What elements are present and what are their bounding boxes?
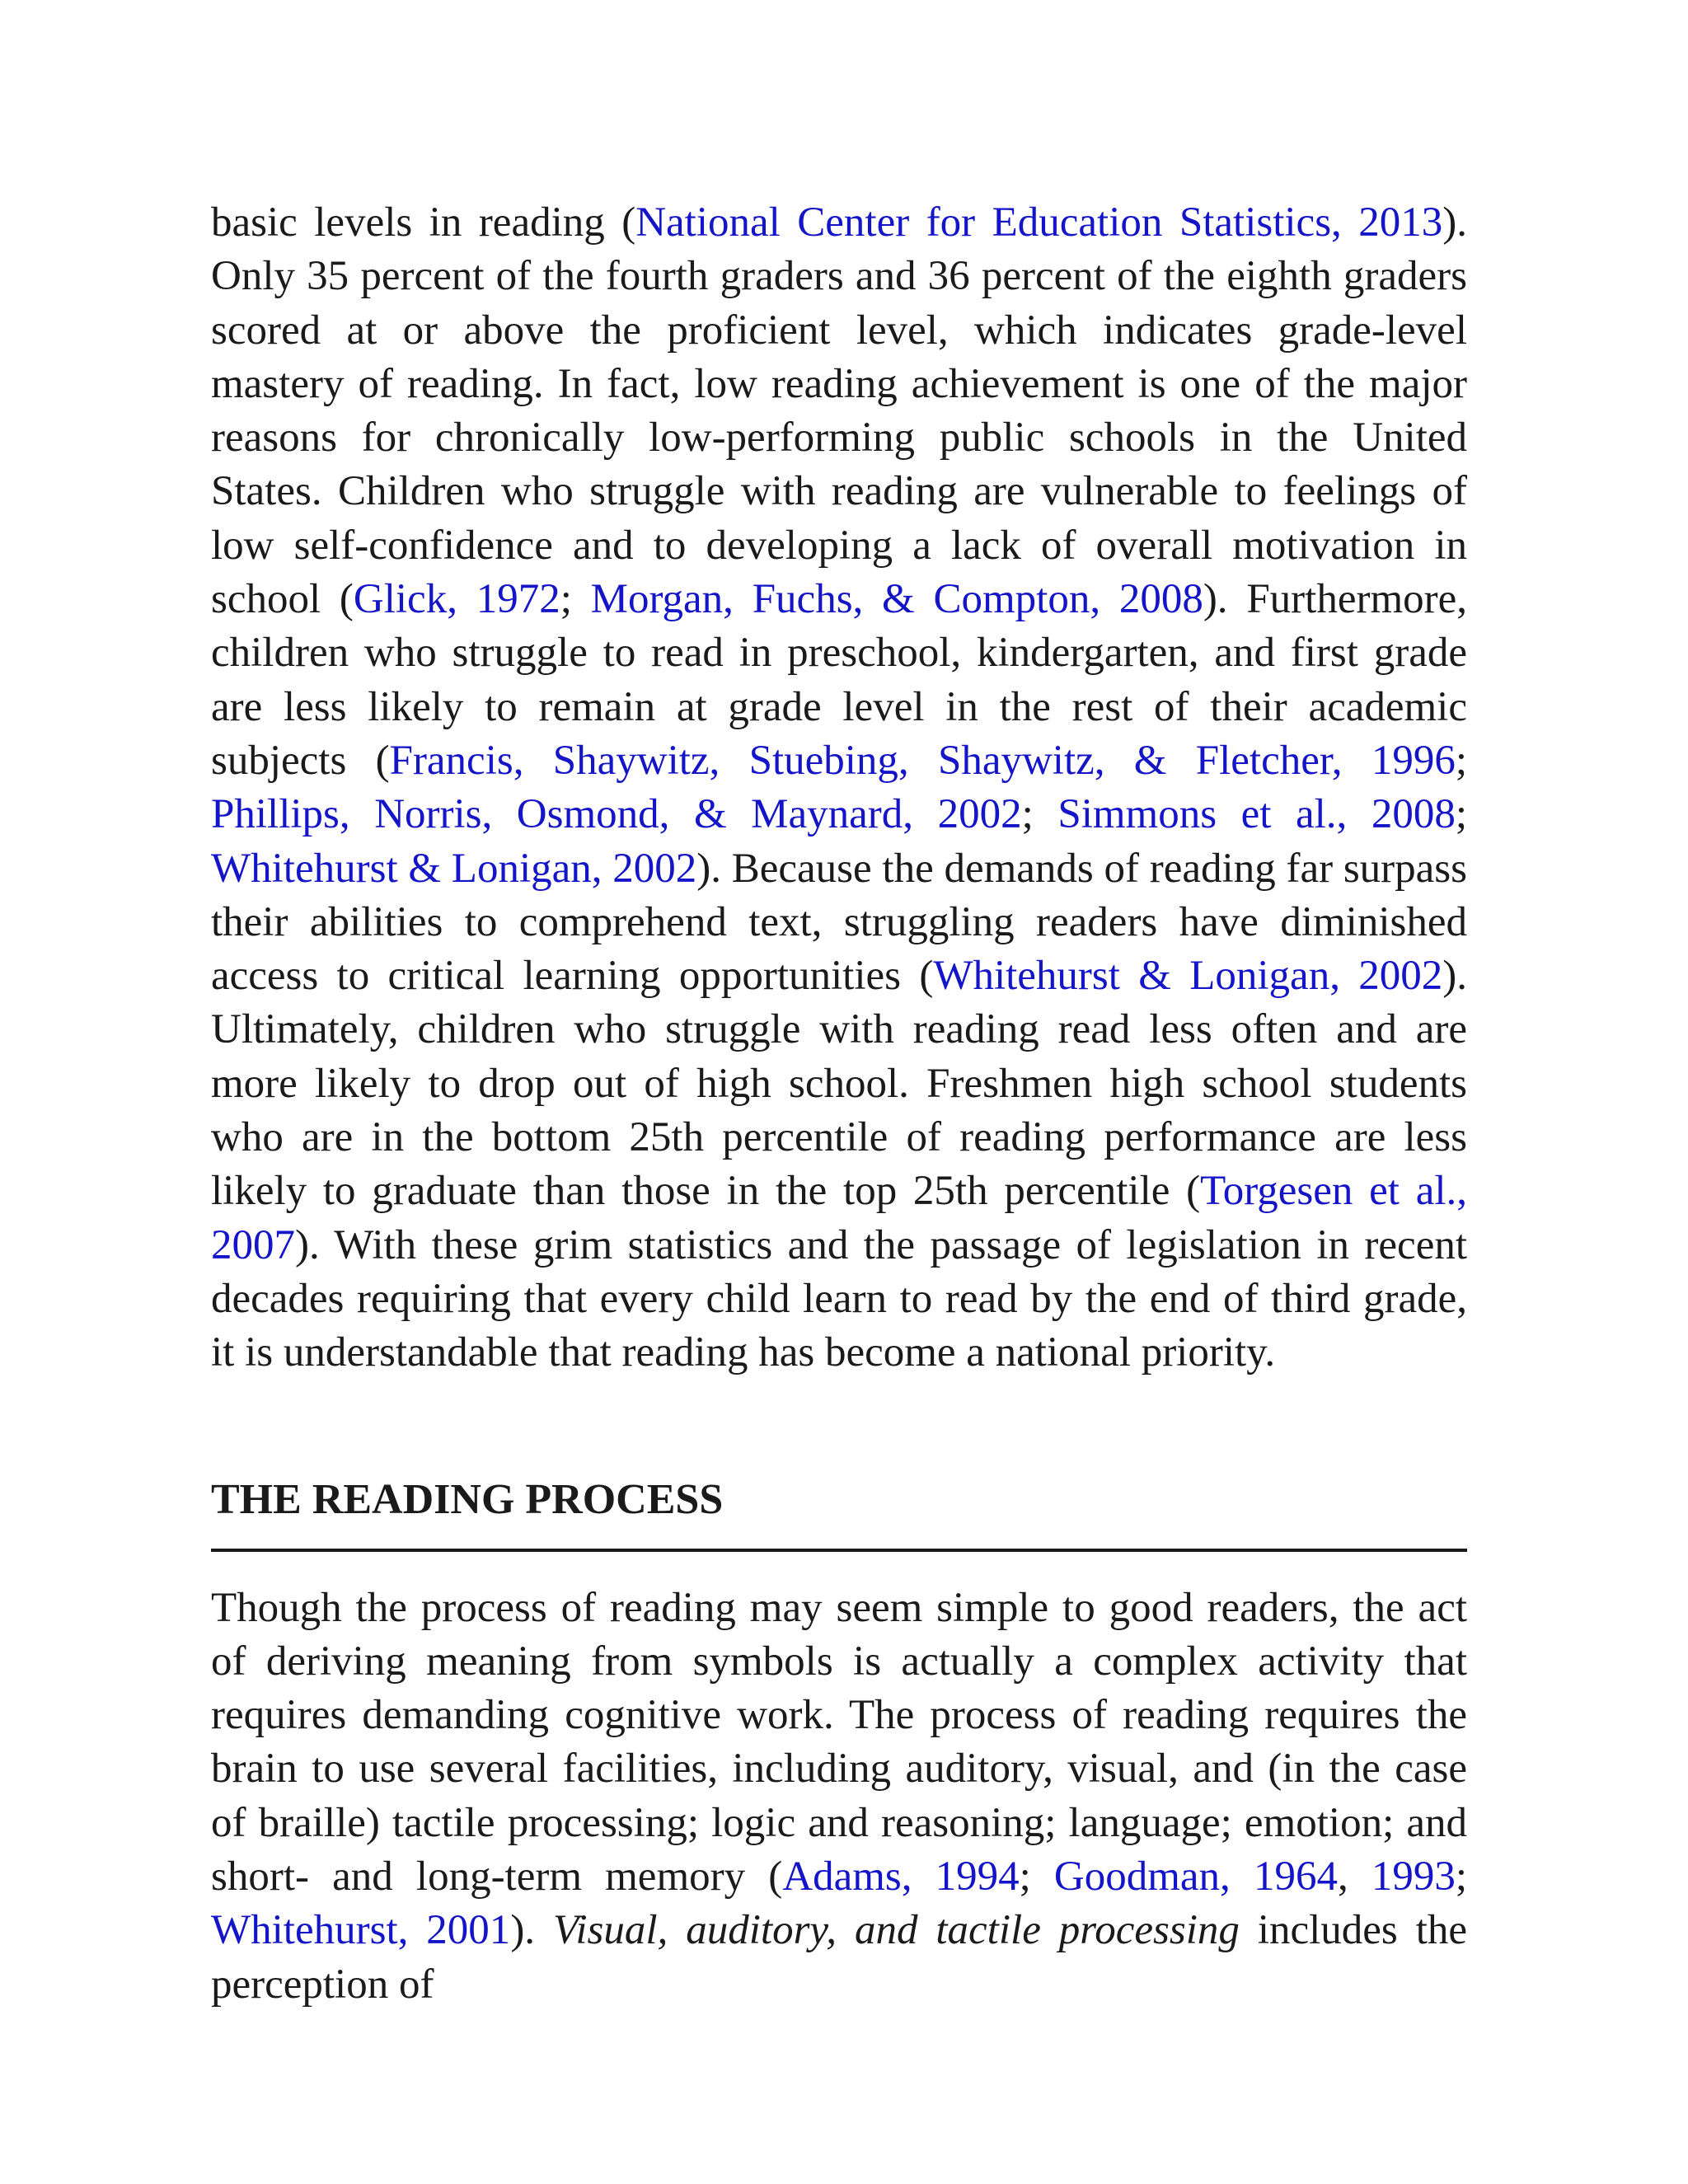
paragraph-text: ). bbox=[510, 1907, 553, 1954]
paragraph-text: ). Because the demands of reading far surpass their abilities to comprehend text, struggling readers have diminished access to critical learning opportunities ( bbox=[211, 845, 1467, 1000]
citation-link[interactable]: Goodman, 1964 bbox=[1053, 1854, 1338, 1900]
paragraph-text: ). Only 35 percent of the fourth graders and 36 percent of the eighth graders scored at or above the proficient level, which indicates grade-level mastery of reading. In fact, low reading achievement is one of the major reasons for chronically low-performing public schools in the United States. Children who struggle with reading are vulnerable to feelings of low self-confidence and to developing a lack of overall motivation in school ( bbox=[211, 199, 1467, 623]
paragraph-text: , bbox=[1337, 1854, 1372, 1900]
citation-link[interactable]: National Center for Education Statistics, 2013 bbox=[635, 199, 1443, 246]
citation-link[interactable]: Whitehurst, 2001 bbox=[211, 1907, 511, 1954]
citation-link[interactable]: Torgesen et al., 2007 bbox=[211, 1168, 1467, 1268]
citation-link[interactable]: 1993 bbox=[1371, 1854, 1456, 1900]
citation-link[interactable]: Francis, Shaywitz, Stuebing, Shaywitz, & Fletcher, 1996 bbox=[389, 737, 1456, 784]
paragraph-text: ; bbox=[560, 576, 591, 623]
paragraph-text: ). With these grim statistics and the passage of legislation in recent decades requiring that every child learn to read by the end of third grade, it is understandable that reading has become a national priority. bbox=[211, 1221, 1467, 1376]
paragraph-text: basic levels in reading ( bbox=[211, 199, 636, 246]
citation-link[interactable]: Phillips, Norris, Osmond, & Maynard, 2002 bbox=[211, 791, 1022, 838]
citation-link[interactable]: Morgan, Fuchs, & Compton, 2008 bbox=[590, 576, 1203, 623]
paragraph-text: ; bbox=[1455, 791, 1467, 838]
paragraph-text: includes the perception of bbox=[211, 1907, 1468, 2008]
citation-link[interactable]: Whitehurst & Lonigan, 2002 bbox=[933, 953, 1443, 1000]
italic-term: Visual, auditory, and tactile processing bbox=[553, 1907, 1240, 1954]
section-heading: THE READING PROCESS bbox=[211, 1473, 1467, 1552]
document-page bbox=[211, 196, 1467, 2012]
citation-link[interactable]: Simmons et al., 2008 bbox=[1057, 791, 1456, 838]
paragraph-text: ; bbox=[1455, 1854, 1468, 1900]
body-paragraph-2 bbox=[211, 1582, 1467, 2012]
paragraph-text: ; bbox=[1021, 791, 1058, 838]
citation-link[interactable]: Adams, 1994 bbox=[782, 1854, 1020, 1900]
paragraph-text: ). Ultimately, children who struggle with reading read less often and are more likely to drop out of high school. Freshmen high school students who are in the bottom 25th percentile of reading performance are less likely to graduate than those in the top 25th percentile ( bbox=[211, 953, 1467, 1215]
paragraph-text: ; bbox=[1455, 737, 1467, 784]
paragraph-text: ). Furthermore, children who struggle to read in preschool, kindergarten, and first grade are less likely to remain at grade level in the rest of their academic subjects ( bbox=[211, 576, 1467, 784]
paragraph-text: Though the process of reading may seem simple to good readers, the act of deriving meaning from symbols is actually a complex activity that requires demanding cognitive work. The process of reading requires the brain to use several facilities, including auditory, visual, and (in the case of braille) tactile processing; logic and reasoning; language; emotion; and short- and long-term memory ( bbox=[211, 1584, 1467, 1900]
paragraph-text: ; bbox=[1019, 1854, 1054, 1900]
body-paragraph-1 bbox=[211, 196, 1467, 1380]
citation-link[interactable]: Glick, 1972 bbox=[353, 576, 560, 623]
citation-link[interactable]: Whitehurst & Lonigan, 2002 bbox=[211, 845, 697, 892]
